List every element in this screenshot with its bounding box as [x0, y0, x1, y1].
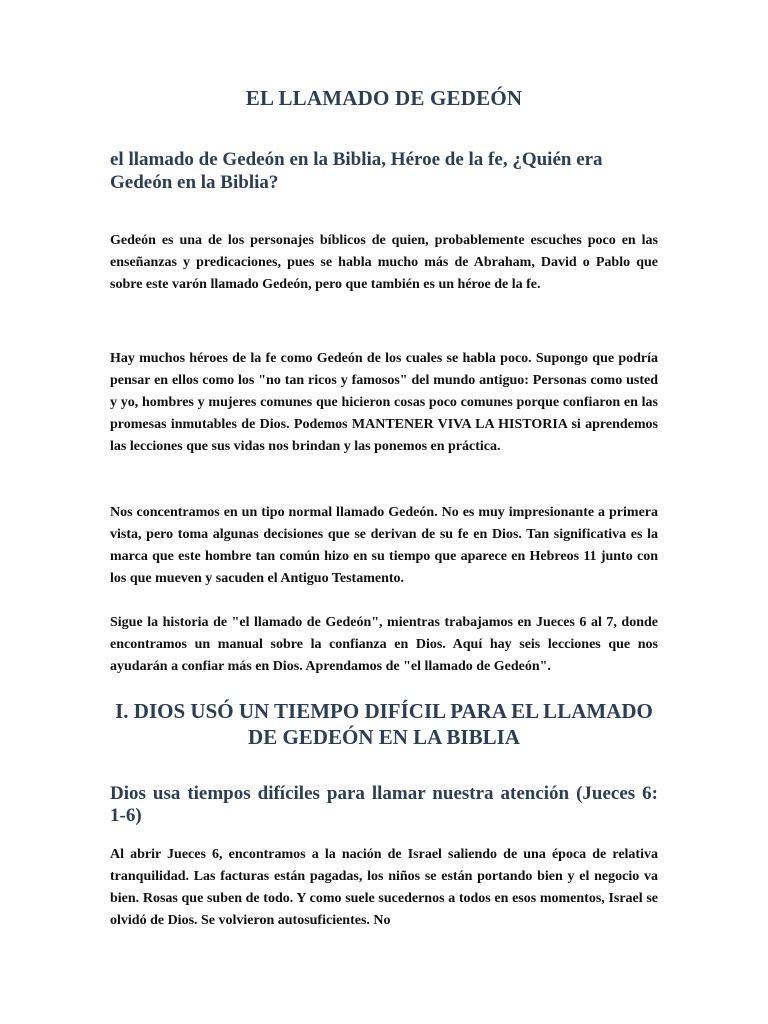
paragraph-intro: Gedeón es una de los personajes bíblicos de quien, probablemente escuches poco en las enseñanzas y predicaciones, pues se habla mucho más de Abraham, David o Pablo que sobre este varón llamado Gedeón, pero que también es un héroe de la fe.: [110, 233, 658, 292]
subsection-heading: Dios usa tiempos difíciles para llamar nuestra atención (Jueces 6: 1-6): [110, 783, 658, 826]
document-title: EL LLAMADO DE GEDEÓN: [245, 86, 523, 110]
section-heading: I. DIOS USÓ UN TIEMPO DIFÍCIL PARA EL LLAMADO DE GEDEÓN EN LA BIBLIA: [115, 699, 653, 749]
paragraph-normal-guy: Nos concentramos en un tipo normal llamado Gedeón. No es muy impresionante a primera vista, pero toma algunas decisiones que se derivan de su fe en Dios. Tan significativa es la marca que este hombre tan común hizo en su tiempo que aparece en Hebreos 11 junto con los que mueven y sacuden el Antiguo Testamento.: [110, 505, 658, 586]
paragraph-story: Sigue la historia de "el llamado de Gedeón", mientras trabajamos en Jueces 6 al 7, donde encontramos un manual sobre la confianza en Dios. Aquí hay seis lecciones que nos ayudarán a confiar más en Dios. Aprendamos de "el llamado de Gedeón".: [110, 615, 658, 674]
paragraph-section-body: Al abrir Jueces 6, encontramos a la nación de Israel saliendo de una época de relativa tranquilidad. Las facturas están pagadas, los niños se están portando bien y el negocio va bien. Rosas que suben de todo. Y como suele sucedernos a todos en esos momentos, Israel se olvidó de Dios. Se volvieron autosuficientes. No: [110, 847, 658, 928]
document-subtitle: el llamado de Gedeón en la Biblia, Héroe de la fe, ¿Quién era Gedeón en la Biblia?: [110, 149, 603, 193]
paragraph-heroes: Hay muchos héroes de la fe como Gedeón de los cuales se habla poco. Supongo que podría pensar en ellos como los "no tan ricos y famosos" del mundo antiguo: Personas como usted y yo, hombres y mujeres comunes que hicieron cosas poco comunes porque confiaron en las promesas inmutables de Dios. Podemos MANTENER VIVA LA HISTORIA si aprendemos las lecciones que sus vidas nos brindan y las ponemos en práctica.: [110, 351, 658, 454]
